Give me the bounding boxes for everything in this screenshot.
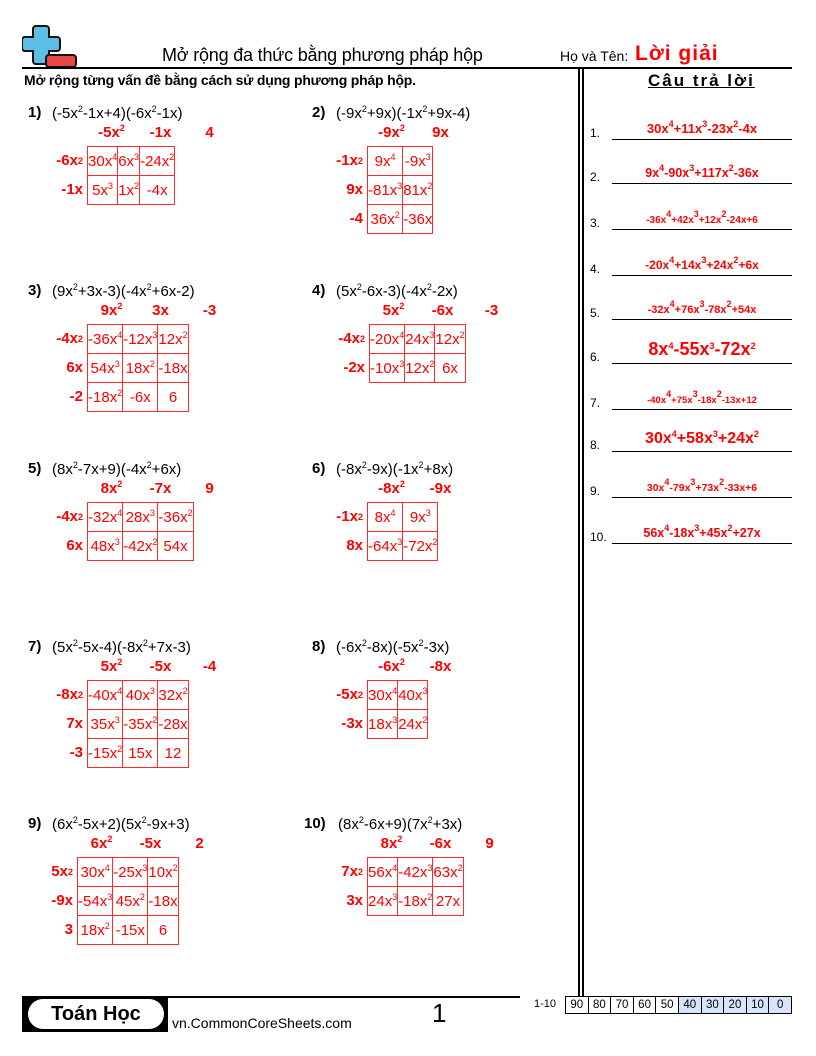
row-header: -4x 2 [56,508,83,525]
grid-cell: $28x^3$ [123,503,158,532]
grid-cell: $-18x^2$ [88,383,123,412]
grid-row [88,354,189,383]
grid-cell: -15x [113,916,148,945]
column-header: -4 [202,658,217,675]
grid-cell: $6x^3$ [118,147,140,176]
grid-cell: $-42x^3$ [398,858,433,887]
column-headers [87,302,234,319]
grid-cell: 12 [158,739,188,768]
problem-expression: $(6x^2-5x+2)(5x^2-9x+3)$ [52,815,190,833]
grid-row [88,532,194,561]
problem-expression: $(-6x^2-8x)(-5x^2-3x)$ [336,638,450,656]
grid-cell: $36x^2$ [368,205,403,234]
answer-text: $-20x^4+14x^3+24x^2+6x$ [645,255,759,272]
column-headers [367,124,465,141]
row-header: -1x 2 [336,508,363,525]
grid-cell: 6 [148,916,178,945]
column-header: 9x [432,124,449,141]
row-header: 7x 2 [341,863,363,880]
problem-expression: $(5x^2-6x-3)(-4x^2-2x)$ [336,282,458,300]
grid-cell: -28x [158,710,188,739]
grid-cell: 6 [158,383,188,412]
answers-title: Câu trả lời [648,71,755,90]
grid-cell: $-64x^3$ [368,532,403,561]
column-header: -1x [149,124,172,141]
column-header: 2 [195,835,204,852]
grid-cell: $-10x^3$ [370,354,405,383]
grid-row [368,532,438,561]
grid-cell: 6x [435,354,465,383]
grid-row [368,858,464,887]
grid-cell: $18x^2$ [123,354,158,383]
answer-line-5 [590,296,792,320]
column-header: -5x [149,658,172,675]
score-cell: 50 [656,997,679,1014]
answer-number: 1. [590,126,601,140]
answer-line-4 [590,252,792,276]
row-headers [37,502,87,560]
grid-cell: $45x^2$ [113,887,148,916]
answer-number: 8. [590,438,601,452]
column-header: 9 [485,835,494,852]
column-header: $6x^2$ [90,834,113,852]
column-header: 9 [205,480,214,497]
grid-cell: $18x^2$ [78,916,113,945]
grid-cell: $12x^2$ [435,325,465,354]
row-headers [317,146,367,233]
column-headers [367,480,465,497]
column-headers [369,302,516,319]
grid-cell: $-35x^2$ [123,710,158,739]
column-header: $-6x^2$ [378,657,405,675]
site-url: vn.CommonCoreSheets.com [172,1015,352,1031]
name-label: Họ và Tên: [560,48,629,64]
grid-cell: 27x [433,887,463,916]
row-header: -4x 2 [338,330,365,347]
grid-cell: $-25x^3$ [113,858,148,887]
problem-number: 3) [28,282,42,299]
grid-cell: $-42x^2$ [123,532,158,561]
grid-cell: $30x^4$ [78,858,113,887]
problem-expression: $(-9x^2+9x)(-1x^2+9x-4)$ [336,104,471,122]
column-header: -3 [484,302,499,319]
box-grid [367,502,438,561]
row-headers [27,857,77,944]
grid-cell: $9x^4$ [368,147,403,176]
plus-minus-logo-icon [22,24,78,68]
grid-cell: $-15x^2$ [88,739,123,768]
instructions: Mở rộng từng vấn đề bằng cách sử dụng phương pháp hộp. [24,72,416,88]
grid-cell: $-36x^2$ [158,503,193,532]
problem-expression: $(5x^2-5x-4)(-8x^2+7x-3)$ [52,638,191,656]
column-header: -9x [429,480,452,497]
grid-row [78,916,179,945]
answer-underline [612,139,792,141]
column-header: 4 [205,124,214,141]
grid-cell: $24x^3$ [368,887,398,916]
worksheet-title: Mở rộng đa thức bằng phương pháp hộp [162,45,483,65]
grid-cell: $12x^2$ [405,354,435,383]
grid-cell: -36x [403,205,433,234]
row-headers [37,146,87,204]
grid-cell: $56x^4$ [368,858,398,887]
grid-cell: $-81x^3$ [368,176,403,205]
column-headers [367,835,514,852]
score-cell: 70 [611,997,634,1014]
row-headers [317,502,367,560]
row-headers [37,324,87,411]
answer-text: $30x^4+58x^3+24x^2$ [645,429,759,447]
answer-number: 4. [590,262,601,276]
grid-row [88,383,189,412]
grid-cell: $-18x^2$ [398,887,433,916]
box-grid [87,502,194,561]
row-header: -2 [69,388,83,405]
answer-text: $-32x^4+76x^3-78x^2+54x$ [647,299,757,316]
grid-row [88,739,189,768]
grid-cell: $81x^2$ [403,176,433,205]
problem-expression: $(8x^2-6x+9)(7x^2+3x)$ [338,815,463,833]
score-cell: 20 [724,997,747,1014]
column-header: $9x^2$ [100,301,123,319]
answer-text: $56x^4-18x^3+45x^2+27x$ [643,523,761,540]
answer-number: 2. [590,170,601,184]
grid-cell: $32x^2$ [158,681,188,710]
column-divider [578,69,580,996]
column-header: $8x^2$ [380,834,403,852]
row-headers [317,857,367,915]
footer-rule [160,996,520,998]
column-header: $-5x^2$ [98,123,125,141]
grid-cell: $-32x^4$ [88,503,123,532]
row-header: -6x 2 [56,152,83,169]
answer-underline [612,183,792,185]
grid-cell: 15x [123,739,158,768]
grid-cell: $-24x^2$ [140,147,175,176]
box-grid [87,680,189,768]
row-header: -3x [341,715,363,732]
score-cell: 40 [678,997,701,1014]
column-header: $-9x^2$ [378,123,405,141]
score-range-label: 1-10 [534,998,557,1010]
problem-number: 8) [312,638,326,655]
score-table [565,996,792,1014]
column-header: -6x [431,302,454,319]
problem-number: 10) [304,815,326,832]
row-header: -1x [61,181,83,198]
row-header: -5x 2 [336,686,363,703]
column-header: $-8x^2$ [378,479,405,497]
grid-row [368,147,433,176]
grid-row [78,858,179,887]
score-cell: 80 [588,997,611,1014]
grid-cell: $48x^3$ [88,532,123,561]
row-headers [317,680,367,738]
row-header: 8x [346,537,363,554]
answer-line-1 [590,116,792,140]
row-header: -3 [69,744,83,761]
score-cell: 10 [746,997,769,1014]
score-cell: 0 [769,997,792,1014]
grid-cell: $24x^2$ [398,710,428,739]
grid-cell: -18x [148,887,178,916]
answer-number: 6. [590,350,601,364]
grid-cell: $54x^3$ [88,354,123,383]
row-header: 3x [346,892,363,909]
grid-cell: $18x^3$ [368,710,398,739]
row-headers [319,324,369,382]
row-header: 3 [64,921,73,938]
column-headers [367,658,465,675]
grid-row [88,325,189,354]
column-headers [87,658,234,675]
grid-cell: $40x^3$ [398,681,428,710]
grid-row [78,887,179,916]
answer-underline [612,497,792,499]
grid-cell: $-9x^3$ [403,147,433,176]
row-header: 7x [66,715,83,732]
answer-underline [612,229,792,231]
grid-cell: -6x [123,383,158,412]
column-header: $5x^2$ [100,657,123,675]
box-grid [367,680,428,739]
grid-row [368,681,428,710]
grid-cell: $1x^2$ [118,176,140,205]
row-header: 5x 2 [51,863,73,880]
answer-text: $30x^4+11x^3-23x^2-4x$ [646,119,758,136]
column-header: $8x^2$ [100,479,123,497]
column-header: -5x [139,835,162,852]
answer-text: $-36x^4+42x^3+12x^2-24x+6$ [646,209,758,226]
problem-number: 2) [312,104,326,121]
box-grid [367,857,464,916]
grid-cell: $10x^2$ [148,858,178,887]
row-header: -9x [51,892,73,909]
column-header: -8x [429,658,452,675]
answer-text: $9x^4-90x^3+117x^2-36x$ [645,163,759,180]
grid-cell: $12x^2$ [158,325,188,354]
grid-cell: $5x^3$ [88,176,118,205]
score-cell: 60 [633,997,656,1014]
column-header: -7x [149,480,172,497]
column-header: -6x [429,835,452,852]
answer-line-6 [590,340,792,364]
name-value: Lời giải [635,42,719,65]
box-grid [87,324,189,412]
problem-expression: $(9x^2+3x-3)(-4x^2+6x-2)$ [52,282,195,300]
answer-underline [612,363,792,365]
answer-line-3 [590,206,792,230]
grid-row [368,176,433,205]
problem-number: 7) [28,638,42,655]
column-headers [77,835,224,852]
box-grid [87,146,175,205]
grid-cell: -4x [140,176,175,205]
column-header: -3 [202,302,217,319]
answer-line-9 [590,474,792,498]
grid-row [368,205,433,234]
page-number: 1 [432,998,447,1028]
answer-text: $-40x^4+75x^3-18x^2-13x+12$ [647,389,757,406]
problem-number: 1) [28,104,42,121]
answer-underline [612,319,792,321]
column-divider [582,69,584,996]
answer-underline [612,451,792,453]
column-header: 3x [152,302,169,319]
grid-cell: $9x^3$ [403,503,438,532]
grid-cell: -18x [158,354,188,383]
grid-row [88,710,189,739]
problem-number: 5) [28,460,42,477]
grid-cell: $8x^4$ [368,503,403,532]
box-grid [369,324,466,383]
grid-row [370,354,466,383]
grid-cell: $-12x^3$ [123,325,158,354]
column-header: $5x^2$ [382,301,405,319]
grid-cell: $40x^3$ [123,681,158,710]
grid-cell: $-36x^4$ [88,325,123,354]
grid-row [88,176,175,205]
row-header: -4 [349,210,363,227]
problem-number: 9) [28,815,42,832]
grid-row [88,503,194,532]
problem-number: 4) [312,282,326,299]
grid-cell: $30x^4$ [88,147,118,176]
answer-number: 3. [590,216,601,230]
answer-underline [612,275,792,277]
answer-number: 7. [590,396,601,410]
grid-row [88,681,189,710]
row-header: 9x [346,181,363,198]
grid-cell: $30x^4$ [368,681,398,710]
row-header: -1x 2 [336,152,363,169]
grid-cell: $-72x^2$ [403,532,438,561]
grid-cell: 54x [158,532,193,561]
answer-number: 10. [590,530,607,544]
problem-expression: $(8x^2-7x+9)(-4x^2+6x)$ [52,460,182,478]
score-cell: 30 [701,997,724,1014]
box-grid [367,146,433,234]
answer-text: $30x^4-79x^3+73x^2-33x+6$ [646,477,758,494]
grid-row [368,710,428,739]
grid-row [368,503,438,532]
grid-cell: $63x^2$ [433,858,463,887]
answer-underline [612,409,792,411]
answer-number: 5. [590,306,601,320]
answer-line-10 [590,520,792,544]
answer-text: $8x^4-55x^3-72x^2$ [648,339,756,359]
header-rule [22,67,792,69]
grid-row [88,147,175,176]
grid-cell: $-20x^4$ [370,325,405,354]
answer-line-8 [590,428,792,452]
brand-label: Toán Học [28,999,164,1029]
grid-row [370,325,466,354]
row-header: 6x [66,537,83,554]
problem-number: 6) [312,460,326,477]
grid-cell: $35x^3$ [88,710,123,739]
row-header: -2x [343,359,365,376]
answer-line-2 [590,160,792,184]
row-headers [37,680,87,767]
answer-line-7 [590,386,792,410]
problem-expression: $(-8x^2-9x)(-1x^2+8x)$ [336,460,454,478]
row-header: 6x [66,359,83,376]
score-cell: 90 [566,997,589,1014]
row-header: -8x 2 [56,686,83,703]
column-headers [87,124,234,141]
grid-cell: $-40x^4$ [88,681,123,710]
grid-cell: $24x^3$ [405,325,435,354]
answer-number: 9. [590,484,601,498]
problem-expression: $(-5x^2-1x+4)(-6x^2-1x)$ [52,104,183,122]
grid-row [368,887,464,916]
box-grid [77,857,179,945]
column-headers [87,480,234,497]
row-header: -4x 2 [56,330,83,347]
grid-cell: $-54x^3$ [78,887,113,916]
answer-underline [612,543,792,545]
